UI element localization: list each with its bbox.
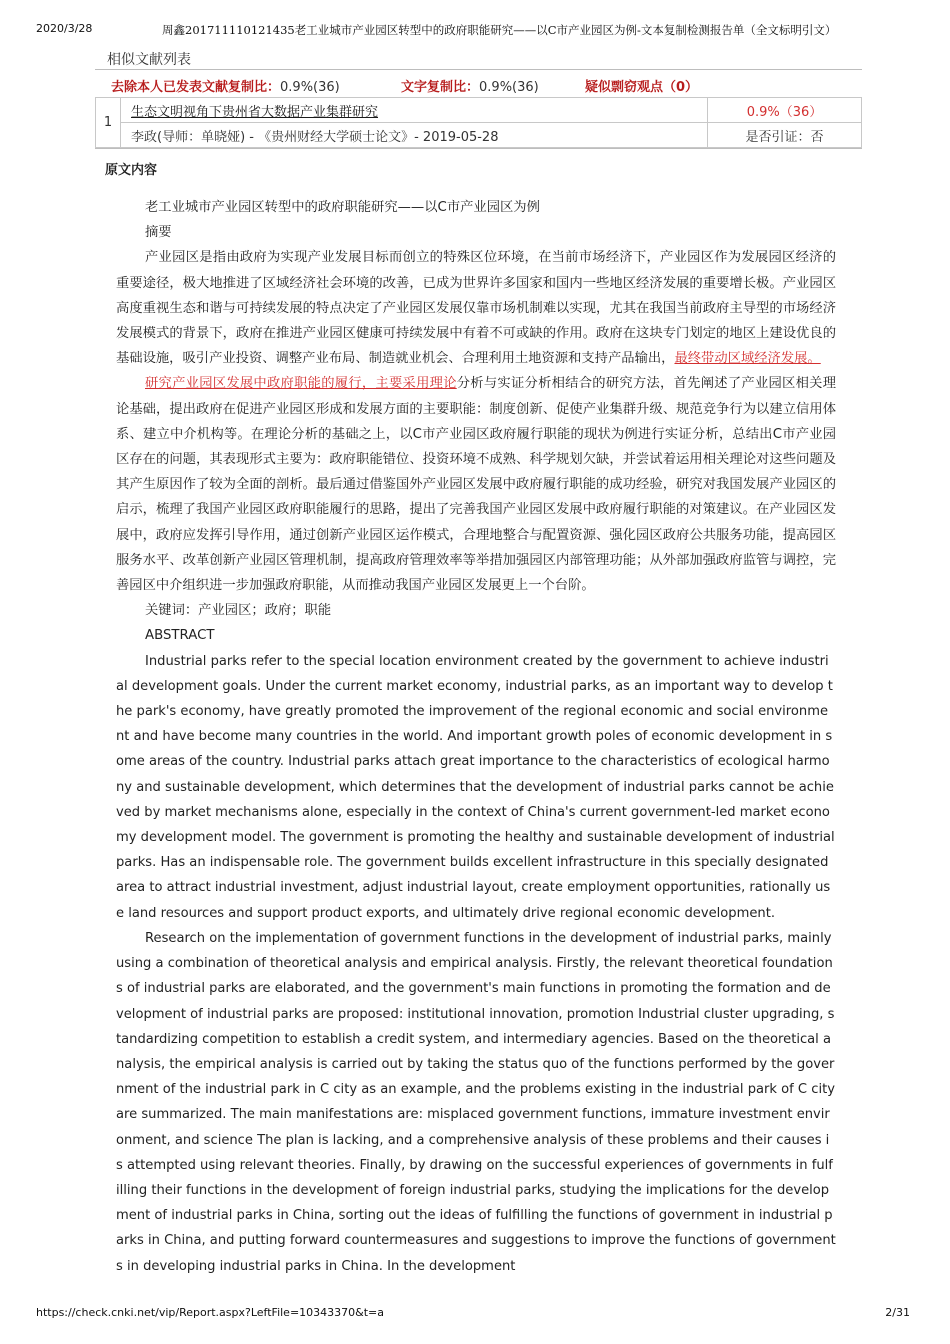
- similar-docs-title: 相似文献列表: [107, 52, 191, 68]
- report-content: [95, 44, 862, 1279]
- stat-label: 疑似剽窃观点: [585, 80, 664, 95]
- similarity-stats: [95, 69, 862, 97]
- abstract-en-label: ABSTRACT: [145, 628, 215, 644]
- abstract-en-paragraph-2: Research on the implementation of government functions in the development of industrial parks, mainly using a combination of theoretical analysis and empirical analysis. Firstly, the relevant theoretical foundations of industrial parks are elaborated, and the government's main functions in promoting the formation and development of industrial parks are proposed: institutional innovation, promotion Industrial cluster upgrading, standardizing competition to establish a credit system, and intermediary agencies. Based on the theoretical analysis, the empirical analysis is carried out by taking the status quo of the functions performed by the government of the industrial park in C city as an example, and the problems existing in the industrial park of C city are summarized. The main manifestations are: misplaced government functions, immature investment environment, and science The plan is lacking, and a comprehensive analysis of these problems and their causes is attempted using relevant theories. Finally, by drawing on the successful experiences of governments in fulfilling their functions in the development of foreign industrial parks, studying the implications for the development of industrial parks in China, sorting out the ideas of fulfilling the functions of government in industrial parks in China, and putting forward countermeasures and suggestions to improve the functions of governments in developing industrial parks in China. In the development: [116, 930, 836, 1274]
- abstract-paragraph-2: [116, 371, 836, 598]
- doc-citation-status: 是否引证：否: [708, 123, 862, 148]
- print-date: 2020/3/28: [36, 22, 93, 35]
- highlighted-match[interactable]: 研究产业园区发展中政府职能的履行，主要采用理论: [145, 376, 457, 392]
- stat-self-excluded: [111, 76, 340, 95]
- original-content-heading: 原文内容: [95, 148, 862, 181]
- stat-value: （0）: [663, 80, 699, 95]
- keywords: 关键词：产业园区；政府；职能: [145, 603, 332, 619]
- table-row: [96, 98, 862, 123]
- original-text: [95, 195, 836, 1279]
- paragraph-text: 产业园区是指由政府为实现产业发展目标而创立的特殊区位环境，在当前市场经济下，产业园区作为发展园区经济的重要途径，极大地推进了区域经济社会环境的改善，已成为世界许多国家和国内一些地区经济发展的重要增长极。产业园区高度重视生态和谐与可持续发展的特点决定了产业园区发展仅靠市场机制难以实现，尤其在我国当前政府主导型的市场经济发展模式的背景下，政府在推进产业园区健康可持续发展中有着不可或缺的作用。政府在这块专门划定的地区上建设优良的基础设施，吸引产业投资、调整产业布局、制造就业机会、合理利用土地资源和支持产品输出，: [116, 250, 836, 367]
- print-title: 周鑫201711110121435老工业城市产业园区转型中的政府职能研究——以C市产业园区为例-文本复制检测报告单（全文标明引文）: [162, 23, 837, 37]
- stat-text-copy: [401, 76, 539, 95]
- table-row: [96, 123, 862, 148]
- similar-docs-table: [95, 97, 862, 148]
- stat-plagiarism-views: [585, 76, 698, 95]
- document-title: 老工业城市产业园区转型中的政府职能研究——以C市产业园区为例: [145, 200, 540, 215]
- page-number: 2/31: [885, 1306, 910, 1319]
- doc-author-source: 李政(导师：单晓娅) - 《贵州财经大学硕士论文》- 2019-05-28: [121, 123, 708, 148]
- paragraph-text: 分析与实证分析相结合的研究方法，首先阐述了产业园区相关理论基础，提出政府在促进产业园区形成和发展方面的主要职能：制度创新、促使产业集群升级、规范竞争行为以建立信用体系、建立中介机构等。在理论分析的基础之上，以C市产业园区政府履行职能的现状为例进行实证分析，总结出C市产业园区存在的问题，其表现形式主要为：政府职能错位、投资环境不成熟、科学规划欠缺，并尝试着运用相关理论对这些问题及其产生原因作了较为全面的剖析。最后通过借鉴国外产业园区发展中政府履行职能的成功经验，研究对我国发展产业园区的启示，梳理了我国产业园区政府职能履行的思路，提出了完善我国产业园区发展中政府履行职能的对策建议。在产业园区发展中，政府应发挥引导作用，通过创新产业园区运作模式，合理地整合与配置资源、强化园区政府公共服务功能，提高园区服务水平、改革创新产业园区管理机制，提高政府管理效率等举措加强园区内部管理功能；从外部加强政府监管与调控，完善园区中介组织进一步加强政府职能，从而推动我国产业园区发展更上一个台阶。: [116, 376, 837, 594]
- print-url: https://check.cnki.net/vip/Report.aspx?LeftFile=10343370&t=a: [36, 1306, 385, 1319]
- doc-percent: 0.9%（36）: [708, 98, 862, 123]
- stat-value: 0.9%(36): [479, 80, 539, 95]
- print-header: [36, 22, 920, 38]
- abstract-en-paragraph-1: Industrial parks refer to the special location environment created by the government to achieve industrial development goals. Under the current market economy, industrial parks, as an important way to develop the park's economy, have greatly promoted the improvement of the regional economic and social environment and have become many countries in the world. And important growth poles of economic development in some areas of the country. Industrial parks attach great importance to the characteristics of ecological harmony and sustainable development, which determines that the development of industrial parks cannot be achieved by market mechanisms alone, especially in the context of China's current government-led market economy development model. The government is promoting the healthy and sustainable development of industrial parks. Has an indispensable role. The government builds excellent infrastructure in this specially designated area to attract industrial investment, adjust industrial layout, create employment opportunities, rationally use land resources and support product exports, and ultimately drive regional economic development.: [116, 653, 835, 921]
- stat-value: 0.9%(36): [280, 80, 340, 95]
- abstract-label: 摘要: [145, 225, 172, 241]
- doc-index: 1: [96, 98, 121, 148]
- highlighted-match[interactable]: 最终带动区域经济发展。: [674, 351, 821, 367]
- similar-doc-link[interactable]: 生态文明视角下贵州省大数据产业集群研究: [121, 98, 708, 123]
- stat-label: 文字复制比：: [401, 80, 480, 95]
- stat-label: 去除本人已发表文献复制比：: [111, 80, 281, 95]
- abstract-paragraph-1: [116, 245, 836, 371]
